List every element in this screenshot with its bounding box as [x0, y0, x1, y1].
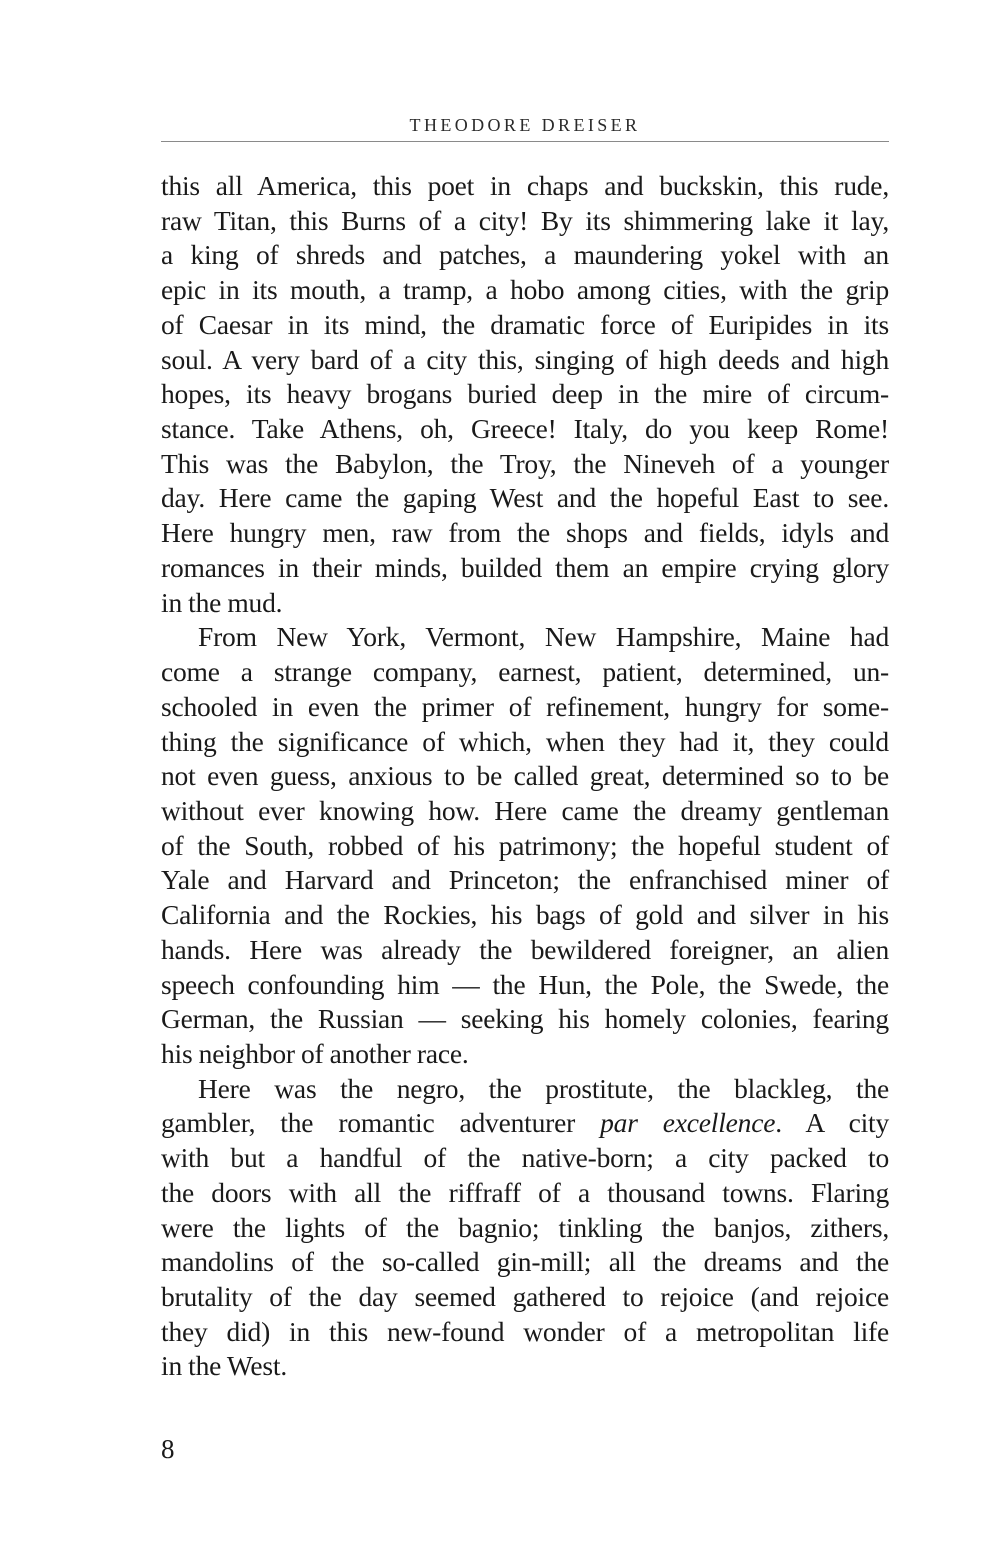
- text-line: hopes, its heavy brogans buried deep in the mire of circum-: [161, 378, 889, 410]
- text-line: soul. A very bard of a city this, singing of high deeds and high: [161, 343, 889, 375]
- page-number: 8: [161, 1434, 175, 1464]
- text-line: this all America, this poet in chaps and buckskin, this rude,: [161, 170, 889, 201]
- text-line: come a strange company, earnest, patient, determined, un-: [161, 656, 889, 688]
- text-line: the doors with all the riffraff of a thousand towns. Flaring: [161, 1176, 889, 1208]
- text-line: in the mud.: [161, 586, 283, 618]
- text-line: raw Titan, this Burns of a city! By its shimmering lake it lay,: [161, 204, 889, 236]
- text-line: were the lights of the bagnio; tinkling the banjos, zithers,: [161, 1211, 889, 1243]
- text-line: Here hungry men, raw from the shops and fields, idyls and: [161, 517, 889, 549]
- text-line: German, the Russian — seeking his homely colonies, fearing: [161, 1003, 889, 1035]
- text-line: a king of shreds and patches, a maundering yokel with an: [161, 239, 889, 271]
- text-line: Yale and Harvard and Princeton; the enfranchised miner of: [161, 864, 889, 896]
- text-line: mandolins of the so-called gin-mill; all the dreams and the: [161, 1246, 889, 1278]
- text-line: hands. Here was already the bewildered foreigner, an alien: [161, 933, 889, 965]
- text-line: with but a handful of the native-born; a city packed to: [161, 1142, 889, 1174]
- text-line: From New York, Vermont, New Hampshire, Maine had: [198, 621, 889, 653]
- body-text: [161, 169, 889, 1384]
- text-line: California and the Rockies, his bags of gold and silver in his: [161, 899, 889, 931]
- text-line: epic in its mouth, a tramp, a hobo among cities, with the grip: [161, 274, 889, 306]
- text-line: thing the significance of which, when they had it, they could: [161, 725, 889, 757]
- text-line: speech confounding him — the Hun, the Pole, the Swede, the: [161, 968, 889, 1000]
- header-rule: [161, 141, 889, 142]
- text-line: Here was the negro, the prostitute, the blackleg, the: [198, 1072, 889, 1104]
- text-line: stance. Take Athens, oh, Greece! Italy, do you keep Rome!: [161, 413, 889, 445]
- paragraph-2: [161, 620, 889, 1071]
- text-line: day. Here came the gaping West and the hopeful East to see.: [161, 482, 889, 514]
- text-line: schooled in even the primer of refinement, hungry for some-: [161, 690, 889, 722]
- text-run: . A city: [775, 1107, 890, 1139]
- text-line: romances in their minds, builded them an empire crying glory: [161, 551, 889, 583]
- text-line: in the West.: [161, 1350, 288, 1382]
- text-line-with-italic: [161, 1106, 889, 1141]
- running-head: THEODORE DREISER: [409, 115, 641, 135]
- italic-phrase: par excellence: [600, 1107, 776, 1139]
- text-line: of the South, robbed of his patrimony; the hopeful student of: [161, 829, 889, 861]
- text-line: This was the Babylon, the Troy, the Nineveh of a younger: [161, 447, 889, 479]
- text-line: brutality of the day seemed gathered to rejoice (and rejoice: [161, 1281, 889, 1312]
- text-line: without ever knowing how. Here came the dreamy gentleman: [161, 794, 889, 826]
- text-line: they did) in this new-found wonder of a metropolitan life: [161, 1315, 889, 1347]
- text-line: his neighbor of another race.: [161, 1037, 469, 1069]
- paragraph-1: [161, 169, 889, 620]
- paragraph-3: [161, 1072, 889, 1384]
- text-run: gambler, the romantic adventurer: [161, 1107, 601, 1139]
- text-line: of Caesar in its mind, the dramatic force of Euripides in its: [161, 308, 889, 340]
- text-line: not even guess, anxious to be called great, determined so to be: [161, 760, 889, 792]
